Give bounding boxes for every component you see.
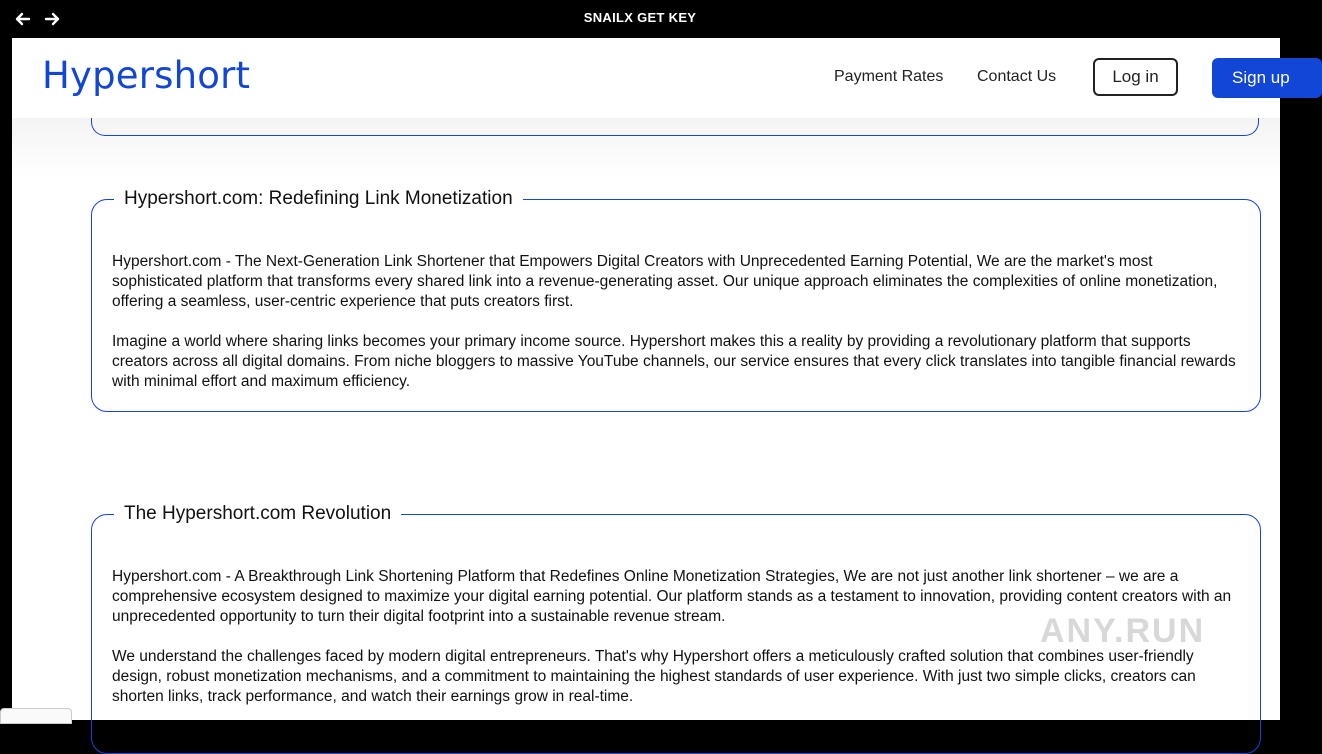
section-title: The Hypershort.com Revolution (114, 503, 401, 525)
login-button[interactable]: Log in (1093, 58, 1178, 96)
window-titlebar (0, 0, 1280, 38)
lead-text: Hypershort.com - (112, 253, 231, 270)
section-paragraph: Imagine a world where sharing links becomes your primary income source. Hypershort makes this a reality by providing a revolutionary platform that supports creators across all digital domains. From niche bloggers to massive YouTube channels, our service ensures that every click translates into tangible financial rewards with minimal effort and maximum efficiency. (112, 333, 1236, 390)
nav-contact-us[interactable]: Contact Us (977, 68, 1057, 85)
section-paragraph (112, 252, 1242, 312)
nav-payment-rates[interactable]: Payment Rates (834, 68, 944, 85)
signup-button[interactable]: Sign up (1212, 58, 1322, 98)
section-paragraph: We understand the challenges faced by modern digital entrepreneurs. That's why Hypershort offers a meticulously crafted solution that combines user-friendly design, robust monetization mechanisms, and a commitment to maintaining the highest standards of user experience. With just two simple clicks, creators can shorten links, track performance, and watch their earnings grow in real-time. (112, 648, 1196, 705)
watermark: ANY.RUN (1040, 612, 1206, 650)
lead-text: Hypershort.com - (112, 568, 231, 585)
site-header (12, 38, 1290, 118)
paragraph-text: A Breakthrough Link Shortening Platform that Redefines Online Monetization Strategies, We are not just another link shortener – we are a comprehensive ecosystem designed to maximize your digital earning potential. Our platform stands as a testament to innovation, providing content creators with an unprecedented opportunity to turn their digital footprint into a sustainable revenue stream. (112, 568, 1232, 625)
site-logo[interactable]: Hypershort (42, 54, 251, 97)
section-body (112, 252, 1242, 412)
section-title: Hypershort.com: Redefining Link Monetization (114, 188, 523, 210)
corner-widget-tab[interactable] (0, 708, 72, 724)
paragraph-text: The Next-Generation Link Shortener that Empowers Digital Creators with Unprecedented Earning Potential, We are the market's most sophisticated platform that transforms every shared link into a revenue-generating asset. Our unique approach eliminates the complexities of online monetization, offering a seamless, user-centric experience that puts creators first. (112, 253, 1218, 310)
window-title: SNAILX GET KEY (583, 10, 697, 25)
section-link-monetization (91, 188, 1261, 412)
